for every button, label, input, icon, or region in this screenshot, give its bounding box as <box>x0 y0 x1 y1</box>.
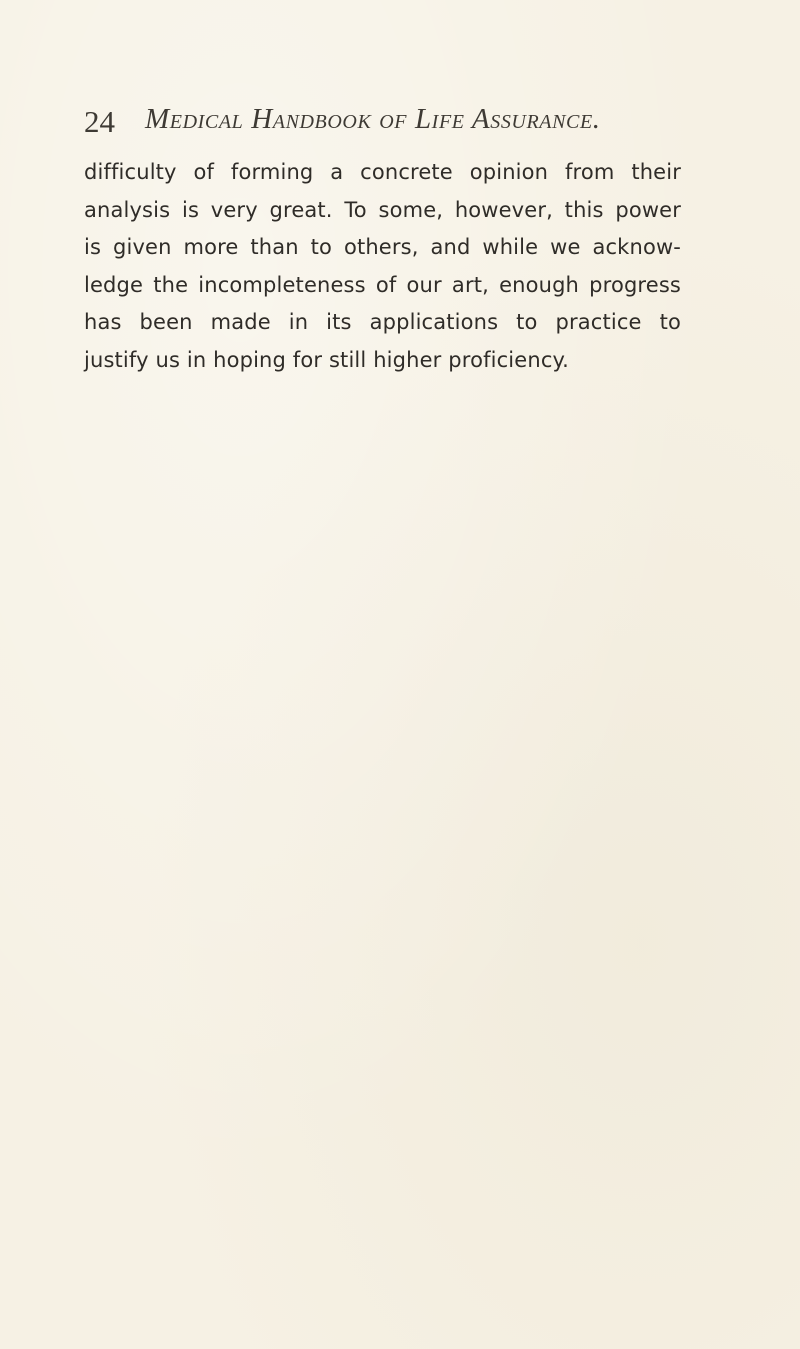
page-number: 24 <box>84 104 115 139</box>
text-line: justify us in hoping for still higher proficiency. <box>84 347 569 372</box>
text-line: analysis is very great. To some, however, this power <box>84 197 681 222</box>
text-line: is given more than to others, and while we acknow- <box>84 235 681 260</box>
text-line: has been made in its applications to practice to <box>84 310 681 335</box>
text-line: ledge the incompleteness of our art, enough progress <box>84 272 681 297</box>
running-title: Medical Handbook of Life Assurance. <box>145 103 601 135</box>
text-line: difficulty of forming a concrete opinion from their <box>84 160 681 184</box>
body-paragraph <box>84 154 681 380</box>
running-head <box>84 100 724 140</box>
